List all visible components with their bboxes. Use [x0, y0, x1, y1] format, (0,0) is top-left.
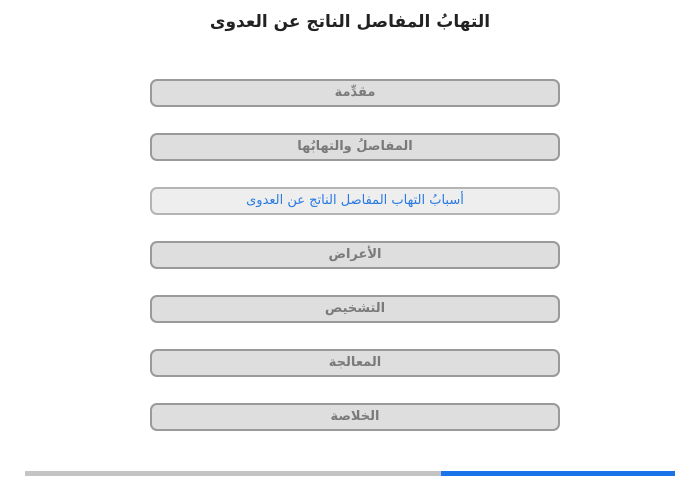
progress-bar [25, 471, 675, 476]
nav-item-treatment[interactable]: المعالجة [150, 349, 560, 377]
section-nav [150, 79, 560, 457]
nav-item-joints-and-inflammation[interactable]: المفاصلُ والتهابُها [150, 133, 560, 161]
nav-item-introduction[interactable]: مقدِّمة [150, 79, 560, 107]
nav-item-summary[interactable]: الخلاصة [150, 403, 560, 431]
page-title: التهابُ المفاصل الناتج عن العدوى [209, 12, 491, 32]
nav-item-causes[interactable]: أسبابُ التهاب المفاصل الناتج عن العدوى [150, 187, 560, 215]
progress-bar-fill [441, 471, 675, 476]
nav-item-symptoms[interactable]: الأعراض [150, 241, 560, 269]
nav-item-diagnosis[interactable]: التشخيص [150, 295, 560, 323]
